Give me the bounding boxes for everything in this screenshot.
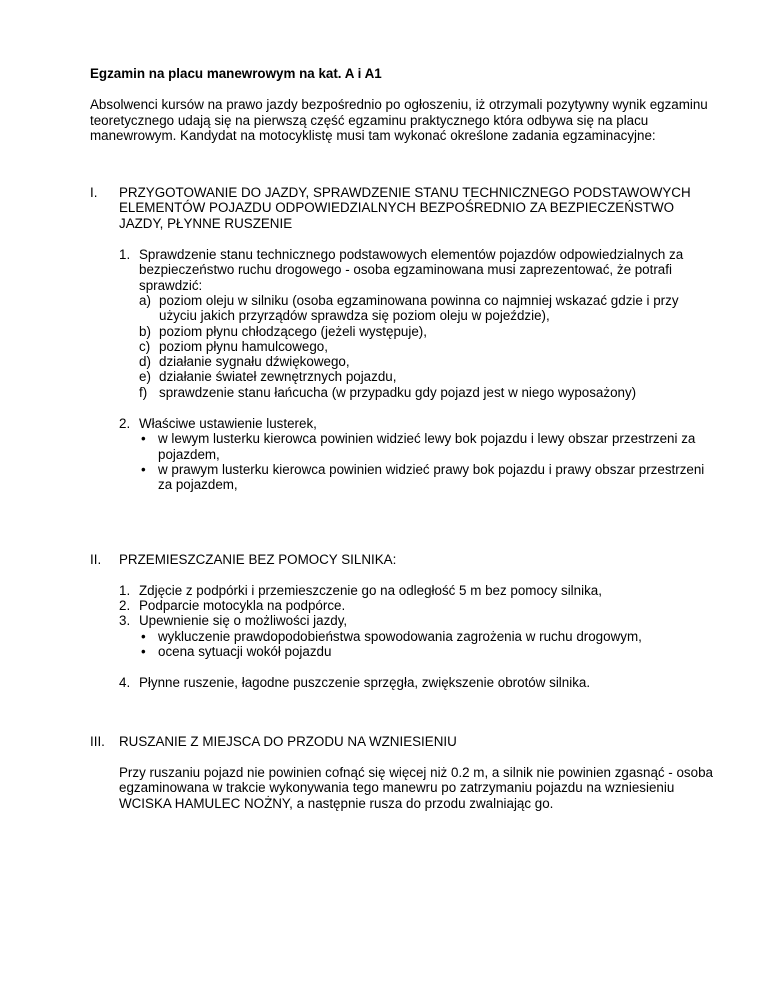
list-item bbox=[119, 613, 720, 659]
sub-item bbox=[139, 324, 720, 339]
section-heading: PRZYGOTOWANIE DO JAZDY, SPRAWDZENIE STANU TECHNICZNEGO PODSTAWOWYCH ELEMENTÓW POJAZDU ODPOWIEDZIALNYCH BEZPOŚREDNIO ZA BEZPIECZEŃSTWO JAZDY, PŁYNNE RUSZENIE bbox=[119, 185, 691, 231]
item-text: Zdjęcie z podpórki i przemieszczenie go na odległość 5 m bez pomocy silnika, bbox=[139, 582, 602, 598]
intro-paragraph: Absolwenci kursów na prawo jazdy bezpośrednio po ogłoszeniu, iż otrzymali pozytywny wynik egzaminu teoretycznego udają się na pierwszą część egzaminu praktycznego która odbywa się na placu manewrowym. Kandydat na motocyklistę musi tam wykonać określone zadania egzaminacyjne: bbox=[90, 97, 708, 143]
item-text: Upewnienie się o możliwości jazdy, bbox=[139, 613, 348, 629]
bullet-text: w prawym lusterku kierowca powinien widzieć prawy bok pojazdu i prawy obszar przestrzeni za pojazdem, bbox=[158, 461, 705, 493]
sub-item-letter: e) bbox=[139, 369, 151, 385]
section-heading: PRZEMIESZCZANIE BEZ POMOCY SILNIKA: bbox=[119, 551, 397, 567]
section-3 bbox=[90, 734, 720, 811]
numbered-list bbox=[119, 247, 720, 492]
document-title: Egzamin na placu manewrowym na kat. A i A1 bbox=[90, 66, 382, 81]
list-item bbox=[119, 583, 720, 598]
item-number: 1. bbox=[119, 582, 131, 598]
sub-item bbox=[139, 339, 720, 354]
bullet-item bbox=[139, 462, 720, 493]
bullet-item bbox=[139, 431, 720, 462]
sub-item-letter: a) bbox=[139, 292, 151, 308]
section-2 bbox=[90, 552, 720, 691]
sub-item bbox=[139, 385, 720, 400]
bullet-text: ocena sytuacji wokół pojazdu bbox=[158, 644, 332, 660]
item-number: 2. bbox=[119, 598, 131, 614]
sub-item-letter: f) bbox=[139, 384, 148, 400]
item-text: Płynne ruszenie, łagodne puszczenie sprzęgła, zwiększenie obrotów silnika. bbox=[139, 675, 591, 691]
bullet-text: wykluczenie prawdopodobieństwa spowodowania zagrożenia w ruchu drogowym, bbox=[158, 628, 642, 644]
sub-item bbox=[139, 293, 720, 324]
section-numeral: II. bbox=[90, 551, 102, 567]
sub-item-text: działanie sygnału dźwiękowego, bbox=[159, 354, 350, 370]
item-number: 3. bbox=[119, 613, 131, 629]
sub-item-text: sprawdzenie stanu łańcucha (w przypadku gdy pojazd jest w niego wyposażony) bbox=[159, 384, 637, 400]
section-heading: RUSZANIE Z MIEJSCA DO PRZODU NA WZNIESIENIU bbox=[119, 733, 457, 749]
bullet-text: w lewym lusterku kierowca powinien widzieć lewy bok pojazdu i lewy obszar przestrzeni za pojazdem, bbox=[158, 431, 696, 462]
sub-item-letter: b) bbox=[139, 323, 151, 339]
document-page bbox=[90, 66, 720, 811]
section-paragraph: Przy ruszaniu pojazd nie powinien cofnąć się więcej niż 0.2 m, a silnik nie powinien zgasnąć - osoba egzaminowana w trakcie wykonywania tego manewru po zatrzymaniu pojazdu na wzniesieniu WCISKA HAMULEC NOŻNY, a następnie rusza do przodu zwalniając go. bbox=[119, 764, 713, 811]
list-item bbox=[119, 675, 720, 690]
list-item bbox=[119, 598, 720, 613]
item-number: 2. bbox=[119, 416, 131, 432]
list-item bbox=[119, 247, 720, 400]
sub-item-text: działanie świateł zewnętrznych pojazdu, bbox=[159, 369, 397, 385]
bullet-icon: • bbox=[141, 461, 146, 477]
sub-item-letter: d) bbox=[139, 354, 151, 370]
item-text: Właściwe ustawienie lusterek, bbox=[139, 416, 317, 432]
sub-item-text: poziom płynu chłodzącego (jeżeli występuje), bbox=[159, 323, 427, 339]
sub-item-text: poziom płynu hamulcowego, bbox=[159, 338, 328, 354]
item-number: 4. bbox=[119, 675, 131, 691]
bullet-icon: • bbox=[141, 431, 146, 447]
bullet-icon: • bbox=[141, 628, 146, 644]
item-number: 1. bbox=[119, 247, 131, 263]
sub-item-letter: c) bbox=[139, 338, 151, 354]
section-1 bbox=[90, 185, 720, 492]
bullet-item bbox=[139, 644, 720, 659]
numbered-list bbox=[119, 583, 720, 691]
item-text: Sprawdzenie stanu technicznego podstawowych elementów pojazdów odpowiedzialnych za bezpieczeństwo ruchu drogowego - osoba egzaminowana musi zaprezentować, że potrafi sprawdzić: bbox=[139, 247, 684, 293]
sub-item bbox=[139, 354, 720, 369]
list-item bbox=[119, 416, 720, 492]
bullet-item bbox=[139, 629, 720, 644]
bullet-icon: • bbox=[141, 644, 146, 660]
section-numeral: I. bbox=[90, 185, 98, 201]
sub-item bbox=[139, 369, 720, 384]
sub-item-text: poziom oleju w silniku (osoba egzaminowana powinna co najmniej wskazać gdzie i przy użyciu jakich przyrządów sprawdza się poziom oleju w pojeździe), bbox=[159, 292, 679, 324]
item-text: Podparcie motocykla na podpórce. bbox=[139, 598, 346, 614]
section-numeral: III. bbox=[90, 733, 105, 749]
